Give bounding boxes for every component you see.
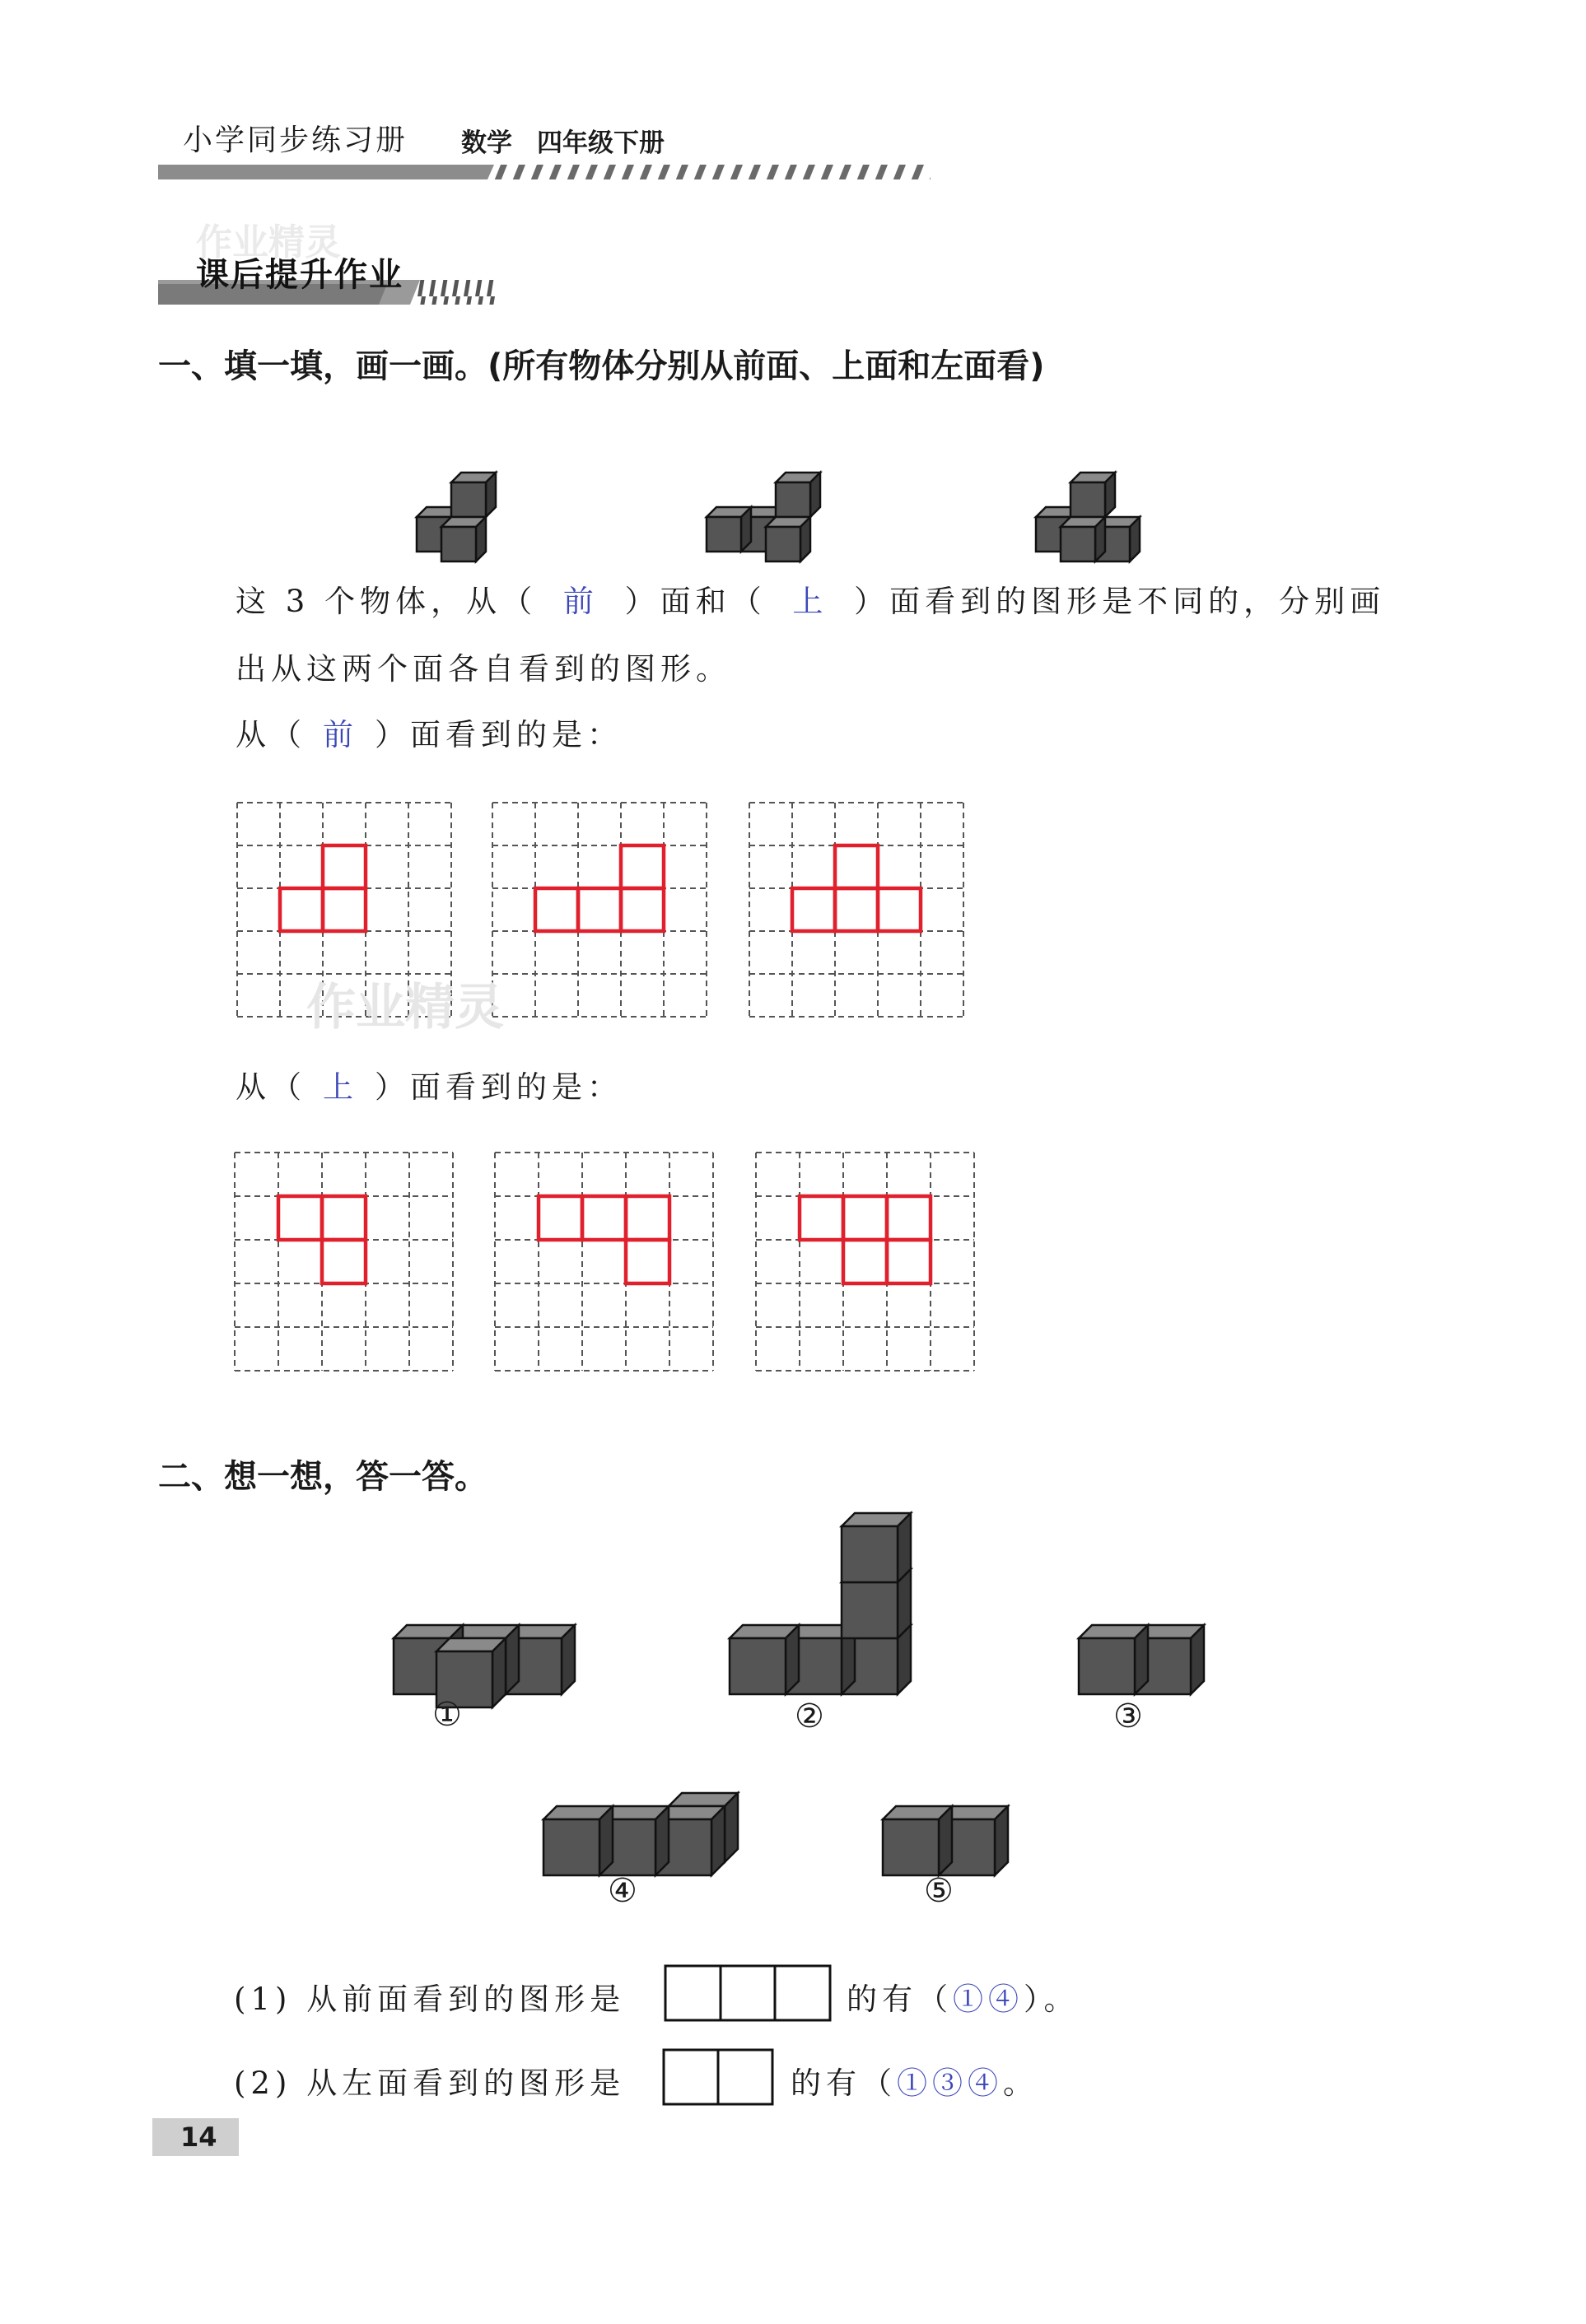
object-2-1 [394,1625,575,1707]
answer-q1: ①④ [953,1982,1024,2017]
top-grid-1 [235,1153,453,1371]
section2-cube-objects [394,1513,1204,1875]
front-grid-3 [749,803,963,1017]
front-grid-2 [492,803,707,1017]
front-view-prompt: 从（ 前 ）面看到的是： [236,717,623,752]
label-4: ④ [608,1872,637,1910]
banner-title: 课后提升作业 [196,256,403,294]
object-2-3 [1079,1625,1204,1694]
answer-top-2: 上 [323,1069,358,1105]
subject-label: 数学 [461,128,512,158]
top-view-grids [235,1153,974,1371]
question-1-right: 的有（①④）。 [847,1982,1080,2017]
grade-label: 四年级下册 [537,128,665,158]
answer-front: 前 [562,584,599,619]
label-2: ② [795,1698,824,1735]
object-2-2 [730,1513,911,1694]
book-title: 小学同步练习册 [183,123,408,157]
section2-heading: 二、想一想，答一答。 [158,1458,487,1496]
object-3 [1036,473,1140,561]
object-2 [707,473,820,561]
top-grid-2 [495,1153,713,1371]
label-5: ⑤ [924,1872,954,1910]
object-2-4 [543,1793,738,1875]
label-1: ① [432,1696,462,1734]
section1-sentence-line1: 这 3 个物体，从（ 前 ）面和（ 上 ）面看到的图形是不同的，分别画 [236,584,1386,619]
object-1 [417,473,496,561]
watermark: 作业精灵 [196,221,341,263]
object-2-5 [883,1806,1008,1875]
page-number: 14 [152,2118,239,2156]
q1-shape-three-squares [665,1966,830,2020]
top-view-prompt: 从（ 上 ）面看到的是： [236,1069,623,1105]
question-2-right: 的有（①③④。 [791,2066,1038,2101]
header-rule [158,165,931,179]
top-grid-3 [756,1153,974,1371]
answer-top: 上 [792,584,828,619]
section1-sentence-line2: 出从这两个面各自看到的图形。 [236,651,731,687]
q2-shape-two-squares [664,2050,772,2104]
answer-q2: ①③④ [897,2066,1003,2101]
question-2-left: (2) 从左面看到的图形是 [234,2066,626,2101]
section1-heading: 一、填一填，画一画。(所有物体分别从前面、上面和左面看) [158,347,1045,385]
question-1-left: (1) 从前面看到的图形是 [234,1982,626,2017]
watermark-center: 作业精灵 [306,979,504,1036]
label-3: ③ [1113,1698,1143,1735]
section1-cube-objects [417,473,1140,561]
answer-front-2: 前 [323,717,358,752]
